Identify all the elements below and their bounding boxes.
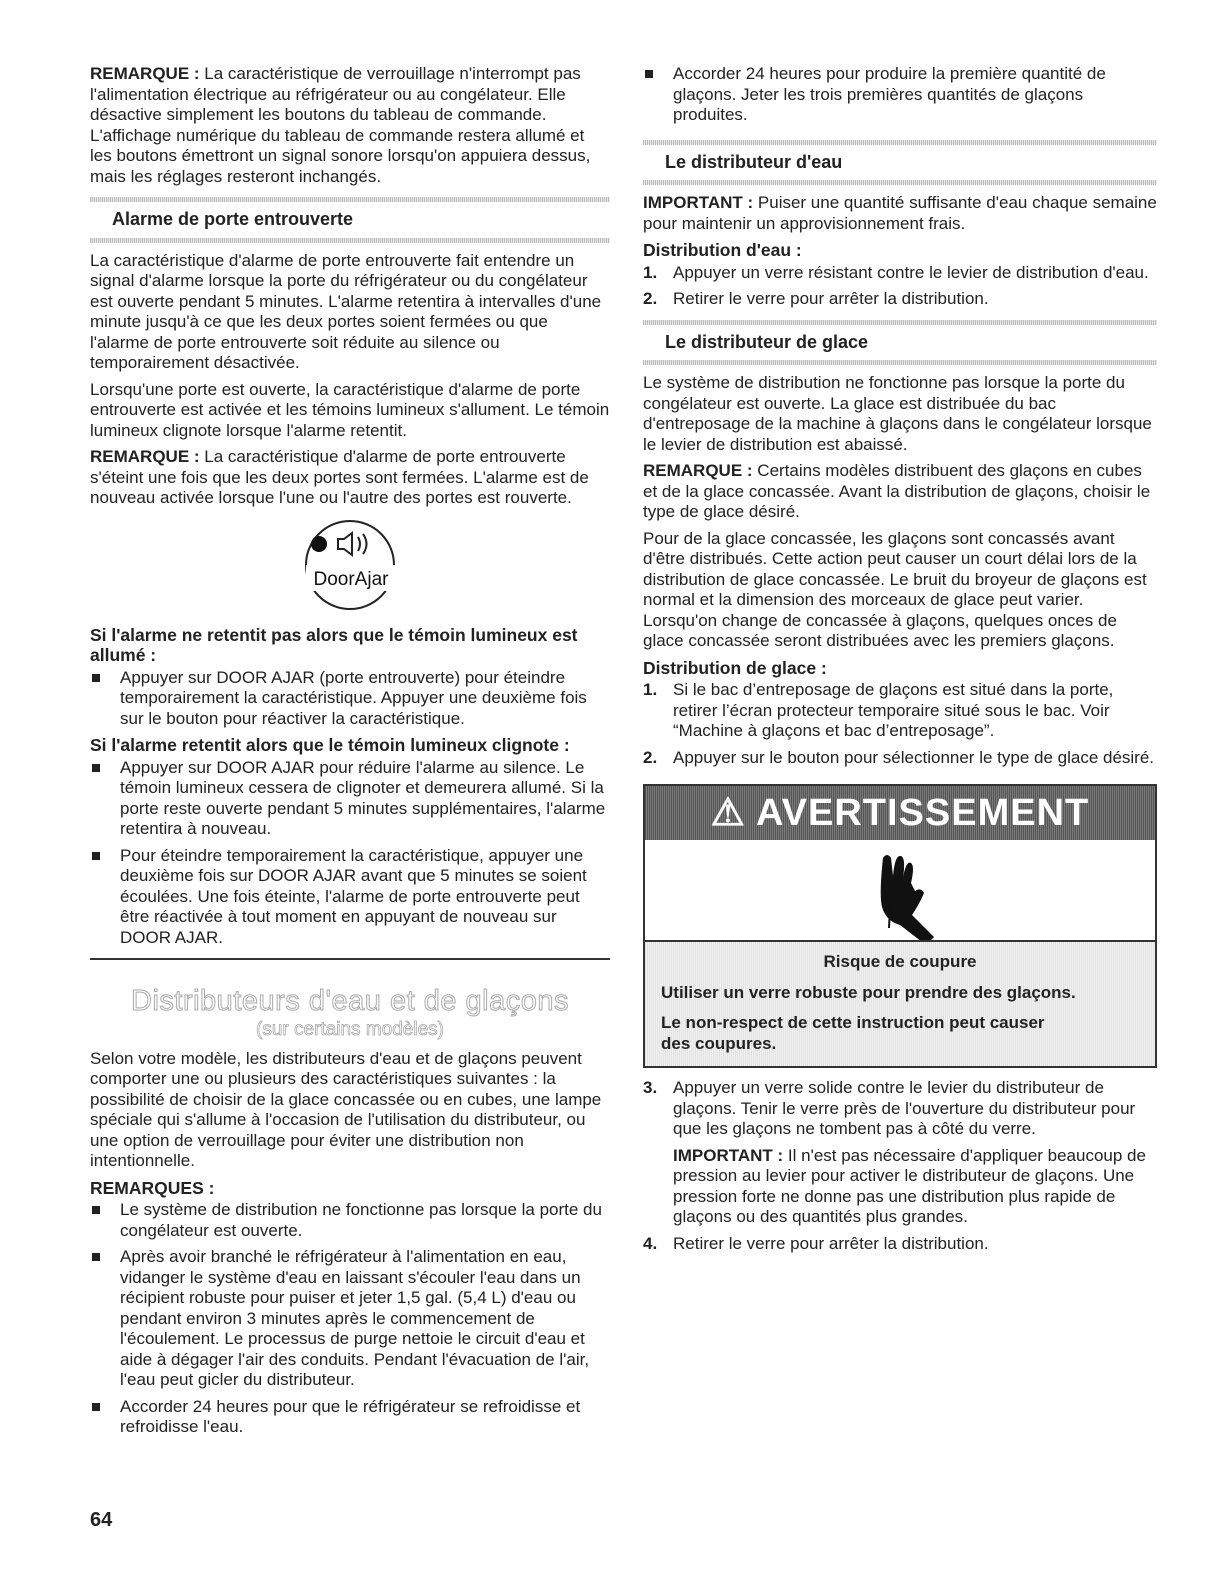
page-number: 64 — [90, 1509, 113, 1531]
section-divider — [90, 958, 610, 960]
remarques-label: REMARQUES : — [90, 1177, 215, 1198]
step-item: 1. Appuyer un verre résistant contre le levier de distribution d'eau. — [643, 262, 1149, 282]
list-item: Le système de distribution ne fonctionne pas lorsque la porte du congélateur est ouverte. — [90, 1200, 610, 1241]
section-subtitle: (sur certains modèles) — [256, 1019, 444, 1040]
rule — [643, 180, 1157, 185]
ice-dist-label: Distribution de glace : — [643, 657, 827, 678]
alarm-heading: Alarme de porte entrouverte — [112, 209, 354, 229]
note-text: La caractéristique de verrouillage n'interrompt pas l'alimentation électrique au réfrigérateur ou au congélateur. Elle désactive simplement les boutons du tableau de commande. L'affichage numérique du tableau de commande restera allumé et les boutons émettront un signal sonore lorsqu'on appuiera dessus, mais les réglages resteront inchangés. — [90, 64, 591, 186]
important-label: IMPORTANT : — [643, 193, 754, 212]
alarm-blink-subhead: Si l'alarme retentit alors que le témoin lumineux clignote : — [90, 735, 570, 755]
section-paragraph: Selon votre modèle, les distributeurs d'eau et de glaçons peuvent comporter une ou plusieurs des caractéristiques suivantes : la possibilité de choisir de la glace concassée ou en cubes, une lampe spéciale qui s'allume à l'occasion de l'utilisation du distributeur, ou une option de verrouillage pour éviter une distribution non intentionnelle. — [90, 1048, 602, 1170]
rule — [90, 238, 610, 243]
cut-hand-icon — [645, 840, 1155, 942]
note-lock — [90, 64, 610, 187]
ice-heading: Le distributeur de glace — [665, 331, 869, 352]
step-item: 2. Retirer le verre pour arrêter la distribution. — [643, 289, 989, 308]
warning-text — [645, 942, 1155, 1066]
note-alarm — [90, 447, 610, 509]
step-item: 4. Retirer le verre pour arrêter la distribution. — [643, 1233, 989, 1253]
warning-header — [645, 786, 1155, 840]
step-item: 3. Appuyer un verre solide contre le levier du distributeur de glaçons. Tenir le verre près de l'ouverture du distributeur pour que les glaçons ne tombent pas à côté du verre. IMPORTANT : Il n'est pas nécessaire d'appliquer beaucoup de pression au levier pour activer le distributeur de glaçons. Une pression forte ne donne pas une distribution plus rapide de glaçons ou des quantités plus grandes. — [643, 1078, 1157, 1228]
important-text: Puiser une quantité suffisante d'eau chaque semaine pour maintenir un approvisionnement frais. — [643, 193, 1157, 233]
note-text: La caractéristique d'alarme de porte entrouverte s'éteint une fois que les deux portes sont fermées. L'alarme est de nouveau activée lorsque l'une ou l'autre des portes est rouverte. — [90, 447, 589, 507]
list-item: Appuyer sur DOOR AJAR (porte entrouverte) pour éteindre temporairement la caractéristique. Appuyer une deuxième fois sur le bouton pour réactiver la caractéristique. — [90, 668, 610, 730]
list-item: Accorder 24 heures pour que le réfrigérateur se refroidisse et refroidisse l'eau. — [90, 1397, 610, 1438]
door-ajar-icon — [290, 515, 410, 615]
warning-risk: Risque de coupure — [823, 952, 977, 971]
rule — [643, 360, 1157, 365]
important-water — [643, 193, 1157, 234]
alarm-blink-list — [90, 758, 610, 949]
alarm-paragraph-1: La caractéristique d'alarme de porte entrouverte fait entendre un signal d'alarme lorsque la porte du réfrigérateur ou du congélateur est ouverte pendant 5 minutes. L'alarme retentira à intervalles d'une minute jusqu'à ce que les deux portes soient fermées ou que l'alarme de porte entrouverte soit réduite au silence ou temporairement désactivée. — [90, 250, 602, 372]
list-item: Accorder 24 heures pour produire la première quantité de glaçons. Jeter les trois premières quantités de glaçons produites. — [643, 64, 1157, 126]
alarm-off-subhead: Si l'alarme ne retentit pas alors que le témoin lumineux est allumé : — [90, 624, 578, 665]
list-item: Appuyer sur DOOR AJAR pour réduire l'alarme au silence. Le témoin lumineux cessera de clignoter et demeurera allumé. Si la porte reste ouverte pendant 5 minutes supplémentaires, l'alarme retentira à nouveau. — [90, 758, 610, 840]
svg-text:DoorAjar: DoorAjar — [313, 568, 389, 590]
list-item: Après avoir branché le réfrigérateur à l'alimentation en eau, vidanger le système d'eau en laissant s'écouler l'eau dans un récipient robuste pour puiser et jeter 1,5 gal. (5,4 L) d'eau ou pendant environ 3 minutes après le commencement de l'écoulement. Le processus de purge nettoie le circuit d'eau et aide à dégager l'air des conduits. Pendant l'évacuation de l'air, l'eau peut gicler du distributeur. — [90, 1247, 610, 1391]
section-title: Distributeurs d'eau et de glaçons — [131, 985, 569, 1017]
ice-steps — [643, 680, 1157, 768]
water-steps — [643, 263, 1157, 310]
step-item: 1. Si le bac d’entreposage de glaçons est situé dans la porte, retirer l’écran protecteur temporaire situé sous le bac. Voir “Machine à glaçons et bac d’entreposage”. — [643, 680, 1114, 740]
warning-line-2: Le non-respect de cette instruction peut causer des coupures. — [661, 1013, 1045, 1053]
note-text: Certains modèles distribuent des glaçons en cubes et de la glace concassée. Avant la distribution de glaçons, choisir le type de glace désiré. — [643, 461, 1151, 521]
water-dist-label: Distribution d'eau : — [643, 240, 802, 260]
step-item: 2. Appuyer sur le bouton pour sélectionner le type de glace désiré. — [643, 747, 1155, 767]
warning-title: AVERTISSEMENT — [756, 792, 1090, 834]
alarm-off-list — [90, 668, 610, 730]
warning-triangle-icon: ⚠ — [710, 792, 746, 834]
note-label: REMARQUE : — [90, 447, 200, 466]
ice-steps-continued — [643, 1078, 1157, 1254]
list-item: Pour éteindre temporairement la caractéristique, appuyer une deuxième fois sur DOOR AJAR avant que 5 minutes se soient écoulées. Une fois éteinte, l'alarme de porte entrouverte peut être réactivée à tout moment en appuyant de nouveau sur DOOR AJAR. — [90, 846, 610, 949]
important-ice: IMPORTANT : Il n'est pas nécessaire d'appliquer beaucoup de pression au levier pour activer le distributeur de glaçons. Une pression forte ne donne pas une distribution plus rapide de glaçons ou des quantités plus grandes. — [673, 1145, 1146, 1226]
left-column — [90, 64, 610, 1444]
warning-line-1: Utiliser un verre robuste pour prendre des glaçons. — [661, 982, 1076, 1002]
right-column — [643, 64, 1157, 1260]
warning-box — [643, 784, 1157, 1068]
note-ice — [643, 461, 1157, 523]
note-label: REMARQUE : — [643, 461, 753, 480]
alarm-paragraph-2: Lorsqu'une porte est ouverte, la caractéristique d'alarme de porte entrouverte est activée et les témoins lumineux s'allument. Le témoin lumineux clignote lorsque l'alarme retentit. — [90, 379, 610, 440]
ice-paragraph-1: Le système de distribution ne fonctionne pas lorsque la porte du congélateur est ouverte. La glace est distribuée du bac d'entreposage de la machine à glaçons dans le congélateur lorsque le levier de distribution est abaissé. — [643, 373, 1152, 454]
note-label: REMARQUE : — [90, 64, 200, 83]
ice-first-list — [643, 64, 1157, 126]
water-heading: Le distributeur d'eau — [665, 151, 843, 172]
remarques-list — [90, 1200, 610, 1438]
ice-paragraph-2: Pour de la glace concassée, les glaçons sont concassés avant d'être distribués. Cette action peut causer un court délai lors de la distribution de glace concassée. Le bruit du broyeur de glaçons est normal et la dimension des morceaux de glace peut varier. Lorsqu'on change de concassée à glaçons, quelques onces de glace concassée seront distribuées avec les premiers glaçons. — [643, 528, 1147, 650]
